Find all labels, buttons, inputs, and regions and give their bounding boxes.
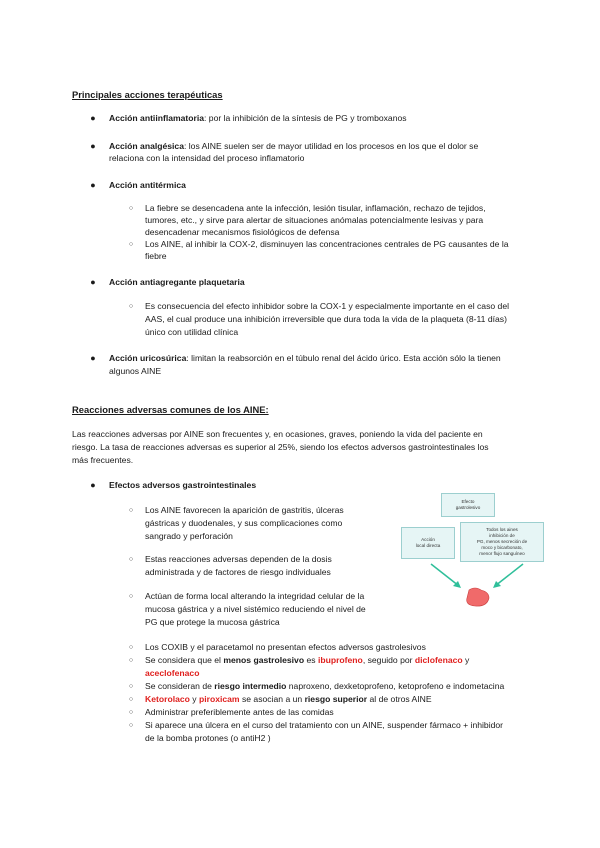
circle-bullet-icon: ○ [128,241,134,248]
list-item-uricosurica: Acción uricosúrica: limitan la reabsorción en el túbulo renal del ácido úrico. Esta acción sólo la tienen [109,353,501,363]
circle-bullet-icon: ○ [128,303,134,310]
gi-sub-a1: Los AINE favorecen la aparición de gastritis, úlceras [145,505,344,515]
bullet-icon: ● [90,277,96,287]
list-item-analgesica-cont: relaciona con la intensidad del proceso inflamatorio [109,153,305,163]
list-item-antiagregante: Acción antiagregante plaquetaria [109,277,245,287]
gi-sub-c2: mucosa gástrica y a nivel sistémico reduciendo el nivel de [145,604,366,614]
intro-paragraph-l2: riesgo. La tasa de reacciones adversas es superior al 25%, siendo los efectos adversos gastrointestinales los [72,442,489,452]
section-title-reacciones: Reacciones adversas comunes de los AINE: [72,404,269,415]
intro-paragraph-l1: Las reacciones adversas por AINE son frecuentes y, en ocasiones, graves, poniendo la vida del paciente en [72,429,483,439]
gi-sub-b1: Estas reacciones adversas dependen de la dosis [145,554,332,564]
circle-bullet-icon: ○ [128,709,134,716]
sub-item-aas-2: AAS, el cual produce una inhibición irreversible que dura toda la vida de la plaqueta (8-11 días) [145,314,507,324]
bullet-icon: ● [90,113,96,123]
stomach-icon [467,588,489,606]
bullet-icon: ● [90,480,96,490]
bullet-icon: ● [90,141,96,151]
sub-item-fiebre-2: Los AINE, al inhibir la COX-2, disminuyen las concentraciones centrales de PG causantes de la [145,239,509,249]
list-item-uricosurica-cont: algunos AINE [109,366,162,376]
arrow-left-icon [431,564,459,586]
diagram-box-efecto-gastrolesivo: Efecto gastrolesivo [441,493,495,517]
section-title-acciones: Principales acciones terapéuticas [72,89,223,100]
circle-bullet-icon: ○ [128,683,134,690]
circle-bullet-icon: ○ [128,644,134,651]
bullet-icon: ● [90,180,96,190]
list-item-gi: Efectos adversos gastrointestinales [109,480,257,490]
gi-sub-c1: Actúan de forma local alterando la integridad celular de la [145,591,365,601]
list-item-antitermica: Acción antitérmica [109,180,186,190]
sub-item-aas-1: Es consecuencia del efecto inhibidor sobre la COX-1 y especialmente importante en el caso del [145,301,510,311]
gi-sub-h: Administrar preferiblemente antes de las comidas [145,707,334,717]
diagram-box-accion-local: Acción local directa [401,527,455,559]
gi-sub-f: Se consideran de riesgo intermedio naproxeno, dexketoprofeno, ketoprofeno e indometacina [145,681,505,691]
sub-item-fiebre-1-l2: tumores, etc., y sirve para alertar de situaciones anómalas potencialmente lesivas y para [145,215,484,225]
diagram-box-inhibicion-pg: Todos los aines inhibición de PG, menos secreción de moco y bicarbonato, menor flujo sanguíneo [460,522,544,562]
intro-paragraph-l3: más frecuentes. [72,455,134,465]
circle-bullet-icon: ○ [128,593,134,600]
circle-bullet-icon: ○ [128,205,134,212]
sub-item-fiebre-1-l3: desencadenar mecanismos fisiológicos de defensa [145,227,340,237]
sub-item-fiebre-1: La fiebre se desencadena ante la infección, lesión tisular, inflamación, rechazo de tejidos, [145,203,486,213]
gi-sub-i2: de la bomba protones (o antiH2 ) [145,733,271,743]
circle-bullet-icon: ○ [128,657,134,664]
gi-sub-d1: Los COXIB y el paracetamol no presentan efectos adversos gastrolesivos [145,642,426,652]
arrow-right-icon [495,564,523,586]
gi-sub-b2: administrada y de factores de riesgo individuales [145,567,331,577]
bullet-icon: ● [90,353,96,363]
diagram-arrows [425,560,535,608]
circle-bullet-icon: ○ [128,507,134,514]
list-item-antiinflamatoria: Acción antiinflamatoria: por la inhibición de la síntesis de PG y tromboxanos [109,113,407,123]
circle-bullet-icon: ○ [128,722,134,729]
gi-sub-a2: gástricas y duodenales, y sus complicaciones como [145,518,343,528]
gi-sub-c3: PG que protege la mucosa gástrica [145,617,280,627]
sub-item-aas-3: único con utilidad clínica [145,327,239,337]
gi-sub-g: Ketorolaco y piroxicam se asocian a un riesgo superior al de otros AINE [145,694,432,704]
gi-sub-e: Se considera que el menos gastrolesivo es ibuprofeno, seguido por diclofenaco y [145,655,470,665]
sub-item-fiebre-2-l2: fiebre [145,251,167,261]
circle-bullet-icon: ○ [128,556,134,563]
list-item-analgesica: Acción analgésica: los AINE suelen ser de mayor utilidad en los procesos en los que el dolor se [109,141,479,151]
gi-sub-i1: Si aparece una úlcera en el curso del tratamiento con un AINE, suspender fármaco + inhibidor [145,720,504,730]
circle-bullet-icon: ○ [128,696,134,703]
gi-sub-e-cont: aceclofenaco [145,668,200,678]
gi-sub-a3: sangrado y perforación [145,531,233,541]
